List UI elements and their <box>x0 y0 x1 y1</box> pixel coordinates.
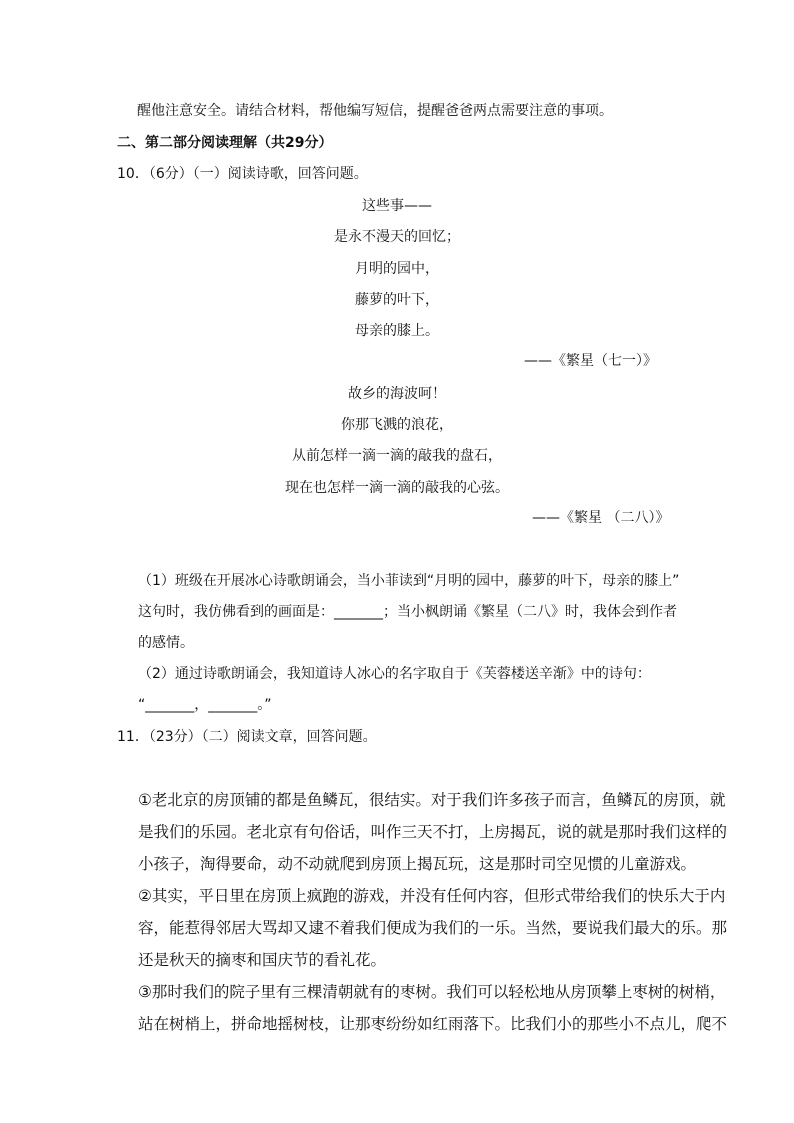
passage-line: 是我们的乐园。老北京有句俗话，叫作三天不打，上房揭瓦，说的就是那时我们这样的 <box>138 823 728 841</box>
sub-question-line: 这句时，我仿佛看到的画面是：_______；当小枫朗诵《繁星（二八》时，我体会到作者 <box>138 604 677 620</box>
passage-line: ③那时我们的院子里有三棵清朝就有的枣树。我们可以轻松地从房顶攀上枣树的树梢， <box>138 983 726 1001</box>
question-11-header: 11．（23分）（二）阅读文章，回答问题。 <box>117 729 377 745</box>
sub-question-line: “_______，_______。” <box>138 697 272 713</box>
poem-line: 从前怎样一滴一滴的敲我的盘石， <box>292 448 502 464</box>
poem-line: 现在也怎样一滴一滴的敲我的心弦。 <box>285 480 509 496</box>
passage-line: 还是秋天的摘枣和国庆节的看礼花。 <box>138 951 387 969</box>
poem-line: 藤萝的叶下， <box>355 292 439 308</box>
sub-question-line: （1）班级在开展冰心诗歌朗诵会，当小菲读到“月明的园中，藤萝的叶下，母亲的膝上” <box>138 573 680 589</box>
poem-line: 是永不漫天的回忆； <box>334 229 460 245</box>
sub-question-line: 的感情。 <box>138 635 194 651</box>
passage-line: 小孩子，淘得要命，动不动就爬到房顶上揭瓦玩，这是那时司空见惯的儿童游戏。 <box>138 855 697 873</box>
passage-line: 站在树梢上，拼命地摇树枝，让那枣纷纷如红雨落下。比我们小的那些小不点儿，爬不 <box>138 1015 728 1033</box>
poem-1-source: ——《繁星（七一）》 <box>524 353 657 369</box>
intro-tail-text: 醒他注意安全。请结合材料，帮他编写短信，提醒爸爸两点需要注意的事项。 <box>137 103 613 119</box>
poem-line: 你那飞溅的浪花， <box>341 417 453 433</box>
poem-line: 母亲的膝上。 <box>355 323 439 339</box>
poem-2-source: ——《繁星 （二八）》 <box>532 510 670 526</box>
poem-line: 故乡的海波呵！ <box>348 386 446 402</box>
question-10-header: 10．（6分）（一）阅读诗歌，回答问题。 <box>117 166 368 182</box>
passage-line: ②其实，平日里在房顶上疯跑的游戏，并没有任何内容，但形式带给我们的快乐大于内 <box>138 887 726 905</box>
sub-question-line: （2）通过诗歌朗诵会，我知道诗人冰心的名字取自于《芙蓉楼送辛渐》中的诗句： <box>138 666 651 682</box>
passage-line: ①老北京的房顶铺的都是鱼鳞瓦，很结实。对于我们许多孩子而言，鱼鳞瓦的房顶，就 <box>138 791 726 809</box>
poem-line: 这些事—— <box>362 198 432 214</box>
section-heading: 二、第二部分阅读理解（共29分） <box>117 135 333 151</box>
poem-line: 月明的园中， <box>355 261 439 277</box>
passage-line: 容，能惹得邻居大骂却又逮不着我们便成为我们的一乐。当然，要说我们最大的乐。那 <box>138 919 728 937</box>
